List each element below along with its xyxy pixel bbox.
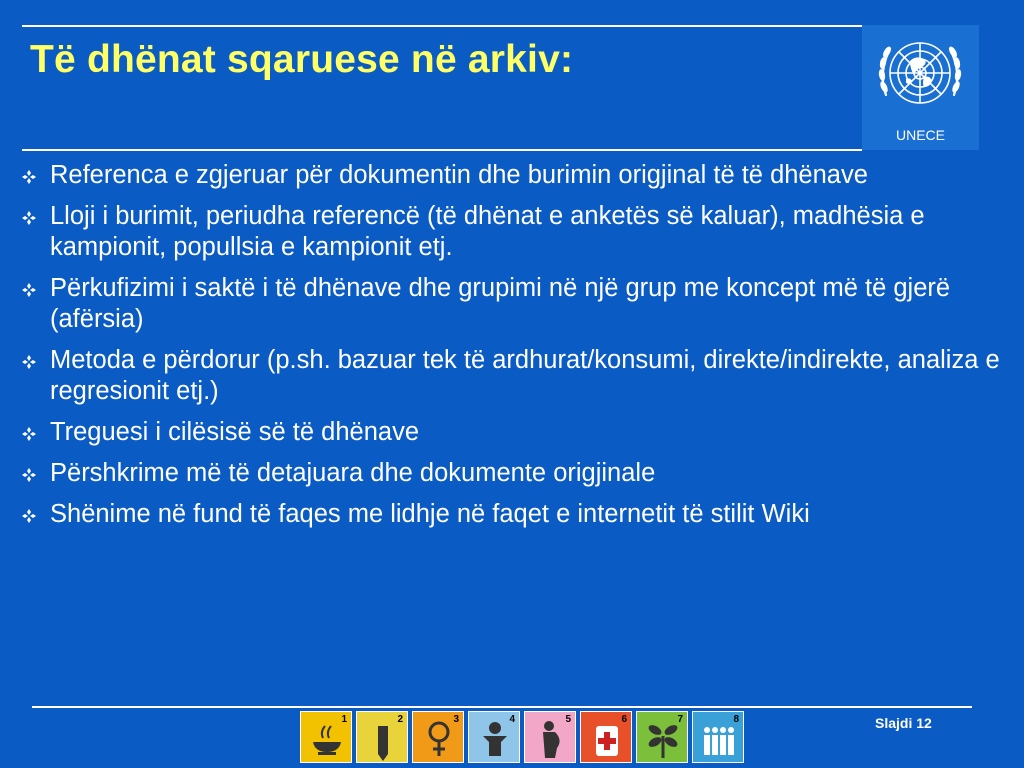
diamond-bullet-icon	[22, 468, 36, 482]
goal-tile-1	[300, 711, 352, 763]
logo-text: UNECE	[895, 127, 945, 143]
bullet-text: Lloji i burimit, periudha referencë (të dhënat e anketës së kaluar), madhësia e kampionit, popullsia e kampionit etj.	[50, 202, 925, 261]
bullet-item	[22, 273, 1012, 335]
un-emblem-icon	[862, 25, 979, 125]
bullet-text: Treguesi i cilësisë së të dhënave	[50, 418, 420, 446]
goal-number: 2	[397, 714, 403, 725]
bullet-item	[22, 417, 1012, 448]
bullet-list	[22, 160, 1012, 540]
goal-number: 7	[677, 714, 683, 725]
diamond-bullet-icon	[22, 427, 36, 441]
goal-number: 6	[621, 714, 627, 725]
bullet-text: Shënime në fund të faqes me lidhje në faqet e internetit të stilit Wiki	[50, 500, 810, 528]
goal-tile-4	[468, 711, 520, 763]
diamond-bullet-icon	[22, 170, 36, 184]
bullet-text: Përshkrime më të detajuara dhe dokumente origjinale	[50, 459, 656, 487]
goal-number: 1	[341, 714, 347, 725]
goal-tile-2	[356, 711, 408, 763]
diamond-bullet-icon	[22, 211, 36, 225]
bullet-item	[22, 160, 1012, 191]
goal-number: 5	[565, 714, 571, 725]
bullet-item	[22, 458, 1012, 489]
goal-number: 8	[733, 714, 739, 725]
slide-number: Slajdi 12	[875, 715, 932, 731]
goal-tile-3	[412, 711, 464, 763]
bullet-text: Përkufizimi i saktë i të dhënave dhe grupimi në një grup me koncept më të gjerë (afërsia)	[50, 274, 951, 333]
bullet-text: Referenca e zgjeruar për dokumentin dhe burimin origjinal të të dhënave	[50, 161, 868, 189]
goal-tile-8	[692, 711, 744, 763]
diamond-bullet-icon	[22, 509, 36, 523]
diamond-bullet-icon	[22, 355, 36, 369]
diamond-bullet-icon	[22, 283, 36, 297]
goal-tile-7	[636, 711, 688, 763]
bullet-item	[22, 201, 1012, 263]
goal-number: 3	[453, 714, 459, 725]
goal-tile-6	[580, 711, 632, 763]
bullet-item	[22, 345, 1012, 407]
title-underline	[22, 149, 862, 151]
goal-number: 4	[509, 714, 515, 725]
mdg-goal-strip	[300, 711, 744, 765]
top-rule	[22, 25, 862, 27]
bullet-item	[22, 499, 1012, 530]
unece-logo	[862, 25, 979, 150]
footer-rule	[32, 706, 972, 708]
slide-title: Të dhënat sqaruese në arkiv:	[30, 38, 574, 81]
goal-tile-5	[524, 711, 576, 763]
bullet-text: Metoda e përdorur (p.sh. bazuar tek të ardhurat/konsumi, direkte/indirekte, analiza e regresionit etj.)	[50, 346, 1000, 405]
